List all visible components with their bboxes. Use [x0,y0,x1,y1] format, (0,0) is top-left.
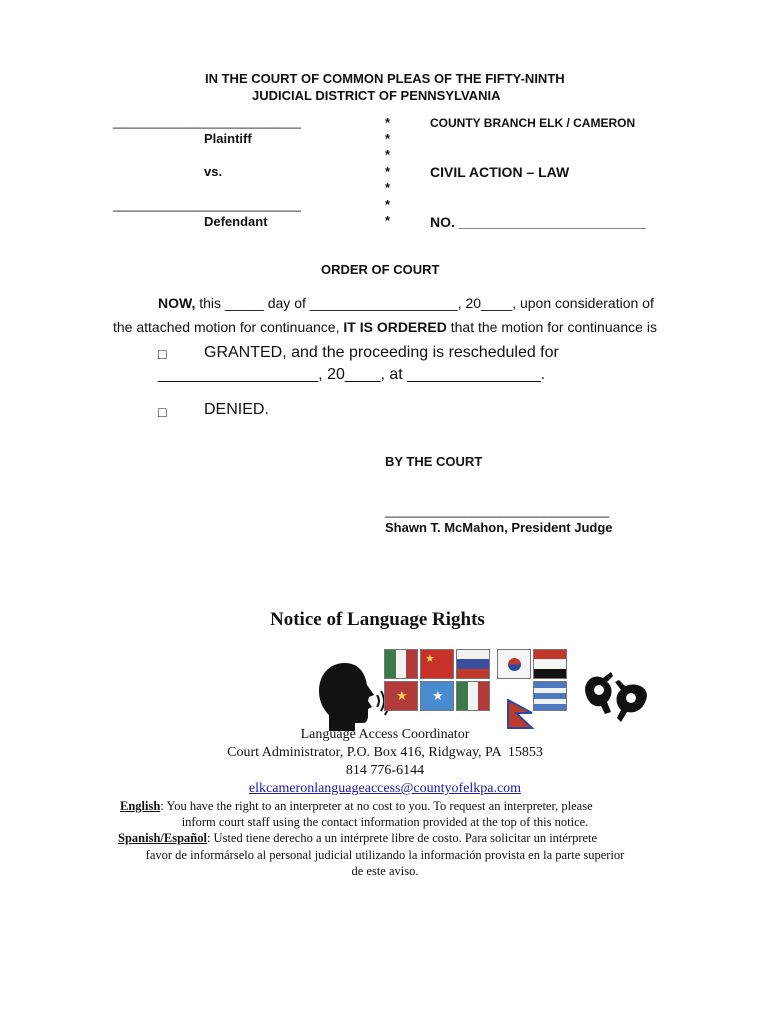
flag-korea-icon [497,649,531,679]
flag-china-icon: ★ [420,649,454,679]
language-coordinator: Language Access Coordinator [300,727,470,742]
caption-asterisk: * [385,197,391,212]
reschedule-blanks: __________________, 20____, at _______________. [158,366,546,383]
english-label: English [120,799,161,813]
english-notice-line1 [120,799,593,814]
speaking-head-icon [306,643,382,715]
granted-checkbox[interactable]: □ [158,346,167,362]
english-notice-line2: inform court staff using the contact information provided at the top of this notice. [181,815,589,829]
email-row [0,781,770,797]
now-label: NOW, [158,295,196,311]
denied-text: DENIED. [204,401,269,418]
order-paragraph-line2 [113,319,657,335]
caption-asterisk: * [385,131,391,146]
court-header-line1: IN THE COURT OF COMMON PLEAS OF THE FIFTY-NINTH [205,71,565,86]
english-text: : You have the right to an interpreter at no cost to you. To request an interpreter, please [160,799,593,813]
flag-mexico-icon [384,649,418,679]
granted-text: GRANTED, and the proceeding is rescheduled for [204,344,559,361]
order-paragraph-line1 [158,295,654,311]
caption-asterisk: * [385,115,391,130]
caption-asterisk: * [385,164,391,179]
signature-line: _______________________________ [385,503,610,518]
caption-asterisk: * [385,147,391,162]
notice-title: Notice of Language Rights [270,609,485,630]
flag-vietnam-icon: ★ [384,681,418,711]
line2-end: that the motion for continuance is [446,319,657,335]
judge-name: Shawn T. McMahon, President Judge [385,520,613,535]
caption-asterisk: * [385,180,391,195]
spanish-notice-line1 [118,831,597,846]
spanish-label: Spanish/Español [118,831,207,845]
flag-russia-icon [456,649,490,679]
flag-egypt-icon [533,649,567,679]
it-is-ordered: IT IS ORDERED [343,319,447,335]
county-branch: COUNTY BRANCH ELK / CAMERON [430,116,636,130]
denied-checkbox[interactable]: □ [158,404,167,420]
flag-italy-icon [456,681,490,711]
defendant-line: __________________________ [113,197,301,212]
now-text: this _____ day of ___________________, 20____, upon consideration of [195,295,654,311]
caption-asterisk: * [385,213,391,228]
civil-action: CIVIL ACTION – LAW [430,164,570,180]
flag-nepal-icon [497,681,531,711]
spanish-notice-line2: favor de informárselo al personal judicial utilizando la información provista en la parte superior [145,848,625,862]
spanish-notice-line3: de este aviso. [351,864,419,878]
court-address: Court Administrator, P.O. Box 416, Ridgway, PA 15853 [227,745,543,760]
phone-number: 814 776-6144 [345,763,425,778]
plaintiff-line: __________________________ [113,114,301,129]
order-title: ORDER OF COURT [321,262,440,277]
email-link[interactable]: elkcameronlanguageaccess@countyofelkpa.com [248,781,522,796]
by-the-court: BY THE COURT [385,454,483,469]
flag-somalia-icon: ★ [420,681,454,711]
line2-start: the attached motion for continuance, [113,319,344,335]
spanish-text: : Usted tiene derecho a un intérprete libre de costo. Para solicitar un intérprete [206,831,598,845]
case-number: NO. ________________________ [430,214,646,230]
court-header-line2: JUDICIAL DISTRICT OF PENNSYLVANIA [252,88,501,103]
sign-language-hands-icon [572,650,642,710]
flag-greece-icon [533,681,567,711]
defendant-label: Defendant [204,214,268,229]
vs-label: vs. [204,164,223,179]
plaintiff-label: Plaintiff [204,131,252,146]
